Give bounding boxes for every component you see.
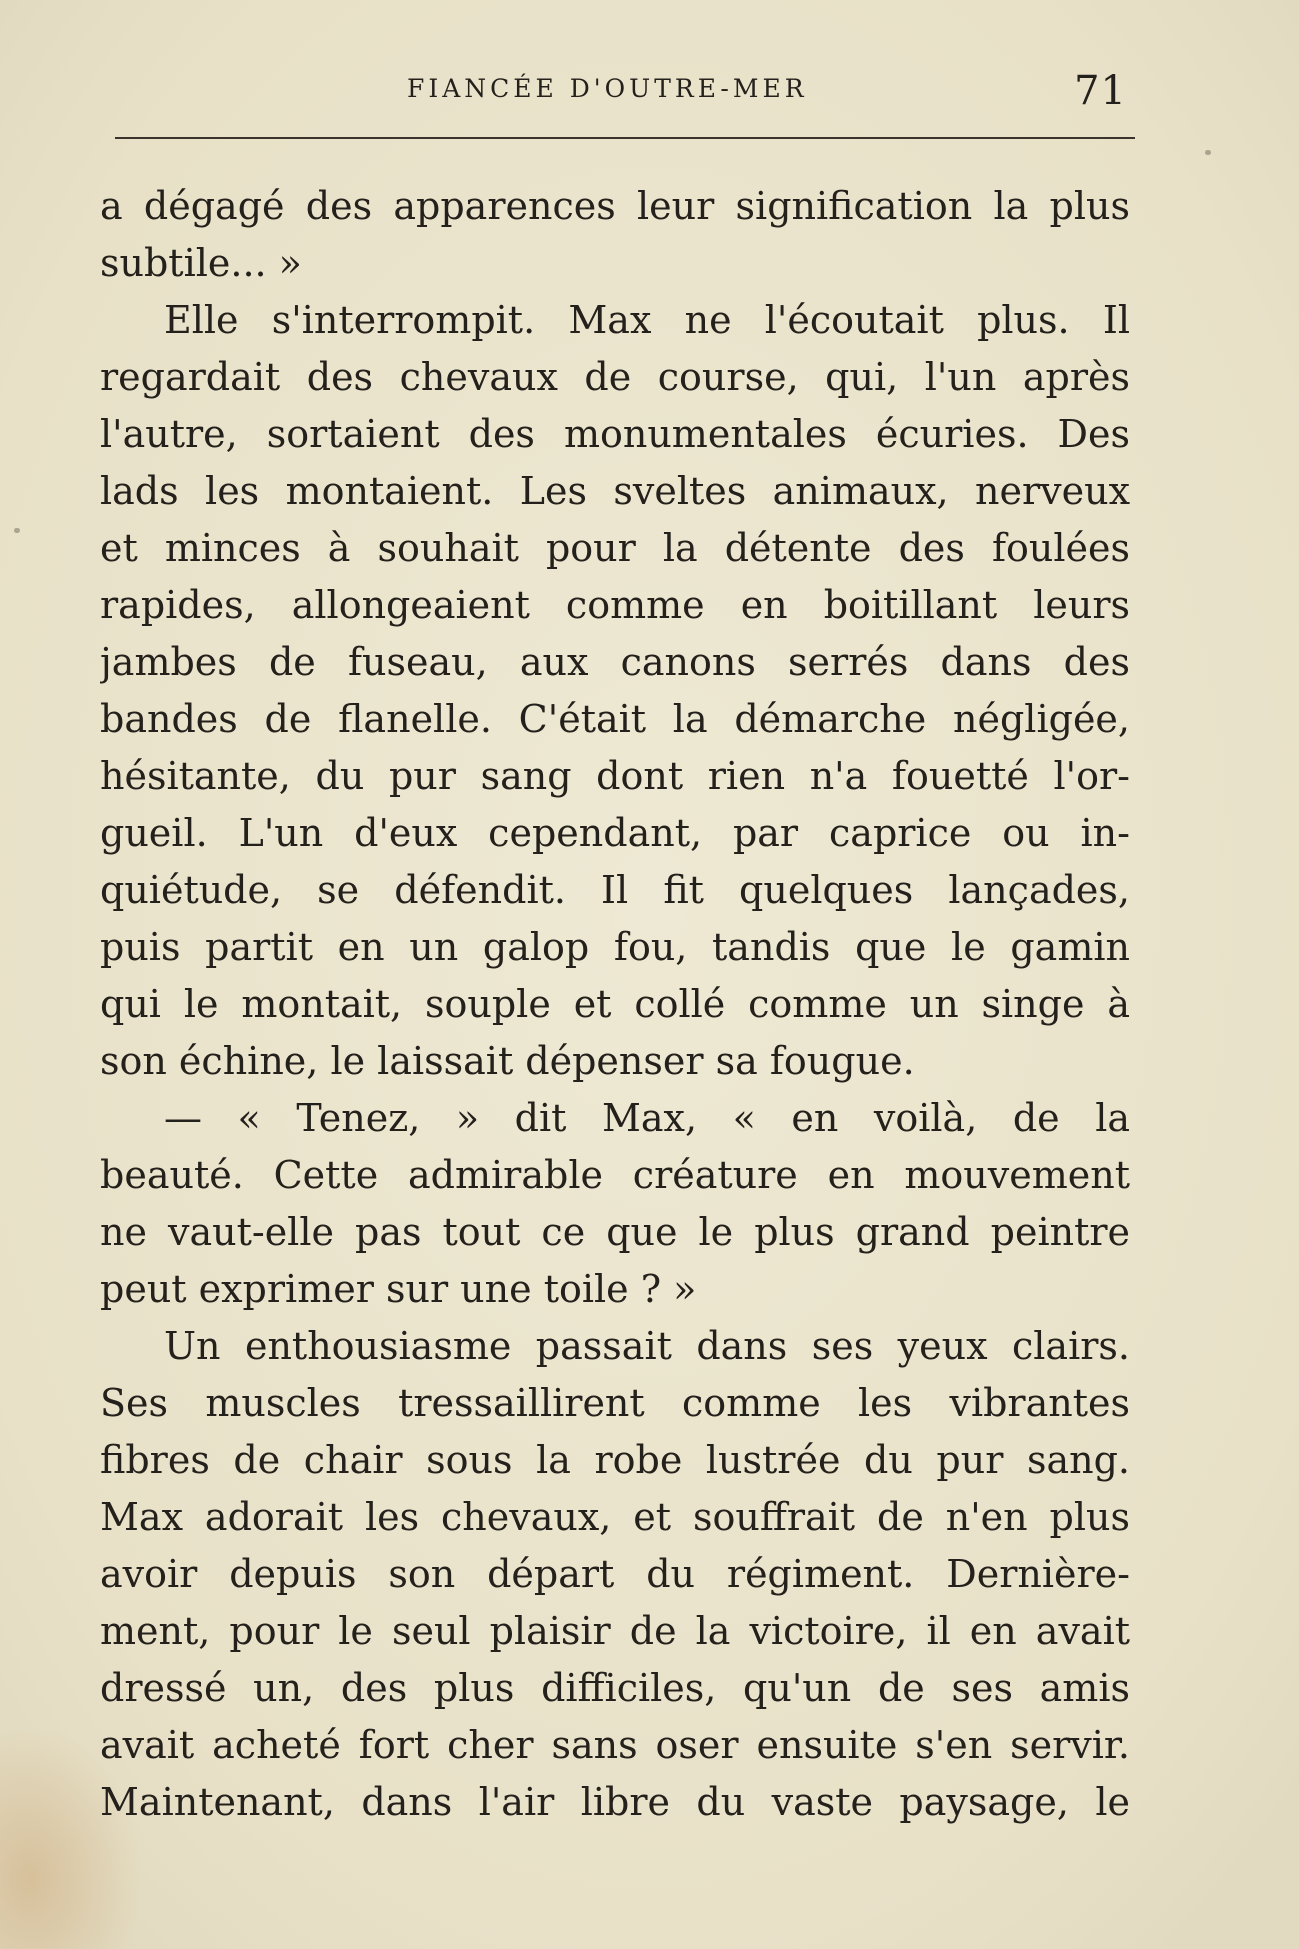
text-line: bandes de flanelle. C'était la démarche négligée, [100, 697, 1130, 741]
text-line: quiétude, se défendit. Il fit quelques lançades, [100, 868, 1130, 912]
text-line: puis partit en un galop fou, tandis que le gamin [100, 925, 1130, 969]
text-line: ment, pour le seul plaisir de la victoire, il en avait [100, 1609, 1130, 1653]
text-line: fibres de chair sous la robe lustrée du pur sang. [100, 1438, 1130, 1482]
body-text [100, 178, 1130, 1831]
text-line: Max adorait les chevaux, et souffrait de n'en plus [100, 1495, 1130, 1539]
text-line: dressé un, des plus difficiles, qu'un de ses amis [100, 1666, 1130, 1710]
paper-speck [1205, 150, 1211, 155]
text-line: et minces à souhait pour la détente des foulées [100, 526, 1130, 570]
page-header [115, 68, 1135, 128]
page-number: 71 [1074, 68, 1127, 114]
text-line: ne vaut-elle pas tout ce que le plus grand peintre [100, 1210, 1130, 1254]
paper-speck [14, 528, 20, 533]
text-line: regardait des chevaux de course, qui, l'un après [100, 355, 1130, 399]
text-line: rapides, allongeaient comme en boitillant leurs [100, 583, 1130, 627]
text-line: qui le montait, souple et collé comme un singe à [100, 982, 1130, 1026]
header-rule [115, 137, 1135, 139]
text-line: hésitante, du pur sang dont rien n'a fouetté l'or- [100, 754, 1130, 798]
text-line: lads les montaient. Les sveltes animaux, nerveux [100, 469, 1130, 513]
text-line: — « Tenez, » dit Max, « en voilà, de la [164, 1096, 1130, 1140]
running-title: FIANCÉE D'OUTRE-MER [407, 74, 808, 103]
text-line: gueil. L'un d'eux cependant, par caprice ou in- [100, 811, 1130, 855]
text-line: son échine, le laissait dépenser sa fougue. [100, 1039, 915, 1083]
text-line: peut exprimer sur une toile ? » [100, 1267, 697, 1311]
text-line: subtile... » [100, 241, 302, 285]
text-line: Maintenant, dans l'air libre du vaste paysage, le [100, 1780, 1130, 1824]
text-line: avait acheté fort cher sans oser ensuite s'en servir. [100, 1723, 1130, 1767]
text-line: Un enthousiasme passait dans ses yeux clairs. [164, 1324, 1130, 1368]
text-line: l'autre, sortaient des monumentales écuries. Des [100, 412, 1130, 456]
text-line: beauté. Cette admirable créature en mouvement [100, 1153, 1130, 1197]
text-line: a dégagé des apparences leur signification la plus [100, 184, 1130, 228]
text-line: avoir depuis son départ du régiment. Dernière- [100, 1552, 1130, 1596]
text-line: Ses muscles tressaillirent comme les vibrantes [100, 1381, 1130, 1425]
text-line: jambes de fuseau, aux canons serrés dans des [100, 640, 1130, 684]
text-line: Elle s'interrompit. Max ne l'écoutait plus. Il [164, 298, 1130, 342]
